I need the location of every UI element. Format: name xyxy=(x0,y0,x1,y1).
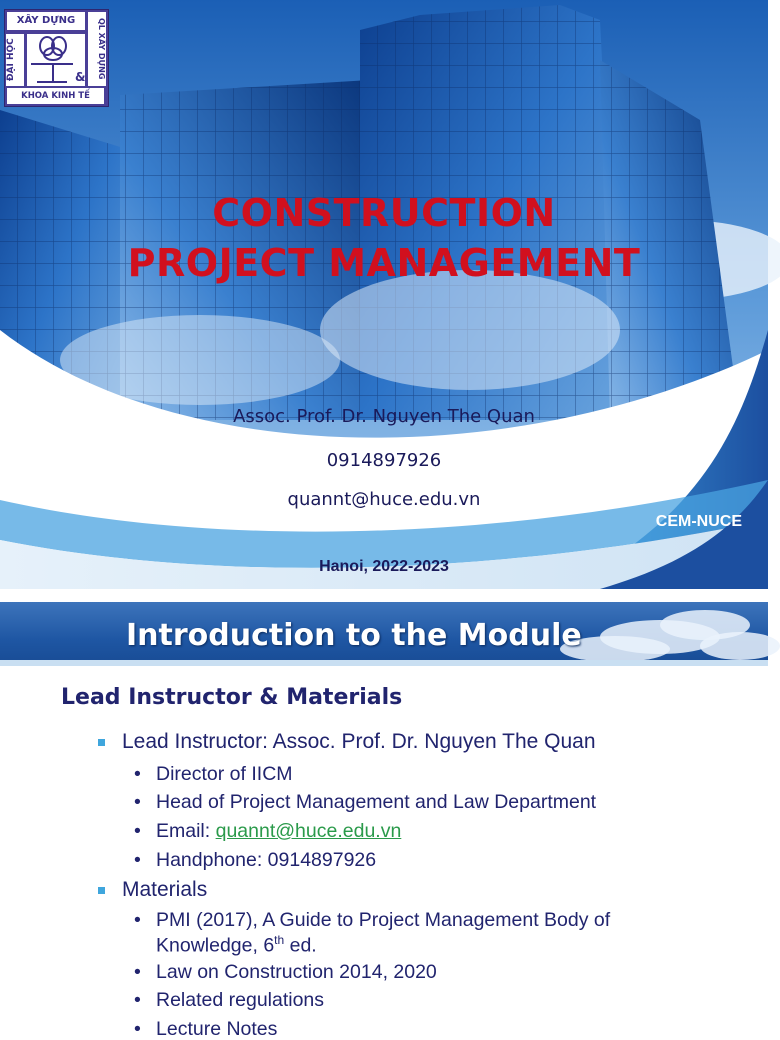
logo-text-top: XÂY DỰNG xyxy=(7,12,85,30)
sub-item-text: Law on Construction 2014, 2020 xyxy=(156,961,437,983)
title-line-1: CONSTRUCTION xyxy=(212,191,556,235)
department-tag: CEM-NUCE xyxy=(655,513,742,530)
sub-list-item xyxy=(134,1019,277,1039)
sub-list-item xyxy=(134,821,401,841)
continuation-text: Knowledge, 6 xyxy=(156,934,275,957)
bullet-icon: • xyxy=(134,849,141,871)
slide-title xyxy=(0,188,768,288)
sub-item-text: Lecture Notes xyxy=(156,1018,278,1040)
sub-item-text: Handphone: 0914897926 xyxy=(156,849,377,871)
title-banner xyxy=(0,602,768,666)
list-item-label: Materials xyxy=(122,878,208,901)
sub-list-item xyxy=(134,792,596,812)
sub-item-text: PMI (2017), A Guide to Project Management Body of xyxy=(156,909,611,931)
bullet-icon: • xyxy=(134,1018,141,1040)
sub-item-continuation xyxy=(156,930,610,956)
continuation-tail: ed. xyxy=(284,934,317,957)
slide-title: Introduction to the Module xyxy=(126,618,582,653)
sub-item-text: Head of Project Management and Law Department xyxy=(156,791,597,813)
list-item-label: Lead Instructor: Assoc. Prof. Dr. Nguyen The Quan xyxy=(122,730,596,753)
sub-list-item xyxy=(134,764,293,784)
university-logo xyxy=(4,9,109,107)
author-name: Assoc. Prof. Dr. Nguyen The Quan xyxy=(233,406,535,427)
bullet-icon: • xyxy=(134,989,141,1011)
email-prefix: Email: xyxy=(156,820,216,842)
bullet-icon: • xyxy=(134,820,141,842)
superscript: th xyxy=(274,933,285,947)
list-item xyxy=(100,878,207,902)
module-intro-slide xyxy=(0,602,768,1040)
logo-text-left: ĐẠI HỌC xyxy=(6,34,24,86)
email-link[interactable]: quannt@huce.edu.vn xyxy=(215,820,402,842)
sub-item-text: Related regulations xyxy=(156,989,325,1011)
section-heading: Lead Instructor & Materials xyxy=(61,685,403,710)
place-and-year: Hanoi, 2022-2023 xyxy=(319,558,449,575)
bullet-icon: • xyxy=(134,961,141,983)
sub-list-item xyxy=(134,850,376,870)
logo-emblem-icon xyxy=(27,34,85,86)
sub-list-item xyxy=(134,990,324,1010)
sub-list-item xyxy=(134,962,437,982)
title-line-2: PROJECT MANAGEMENT xyxy=(127,241,641,285)
logo-text-bottom: KHOA KINH TẾ xyxy=(7,88,104,104)
bullet-icon: • xyxy=(134,909,141,931)
sub-item-text: Director of IICM xyxy=(156,763,293,785)
author-phone: 0914897926 xyxy=(326,450,442,471)
sub-list-item xyxy=(134,910,610,956)
bullet-icon: • xyxy=(134,791,141,813)
author-email: quannt@huce.edu.vn xyxy=(287,489,481,510)
logo-text-right: QL XÂY DỰNG xyxy=(88,12,106,86)
list-item xyxy=(100,730,596,754)
logo-ampersand: & xyxy=(75,70,86,84)
bullet-icon: • xyxy=(134,763,141,785)
